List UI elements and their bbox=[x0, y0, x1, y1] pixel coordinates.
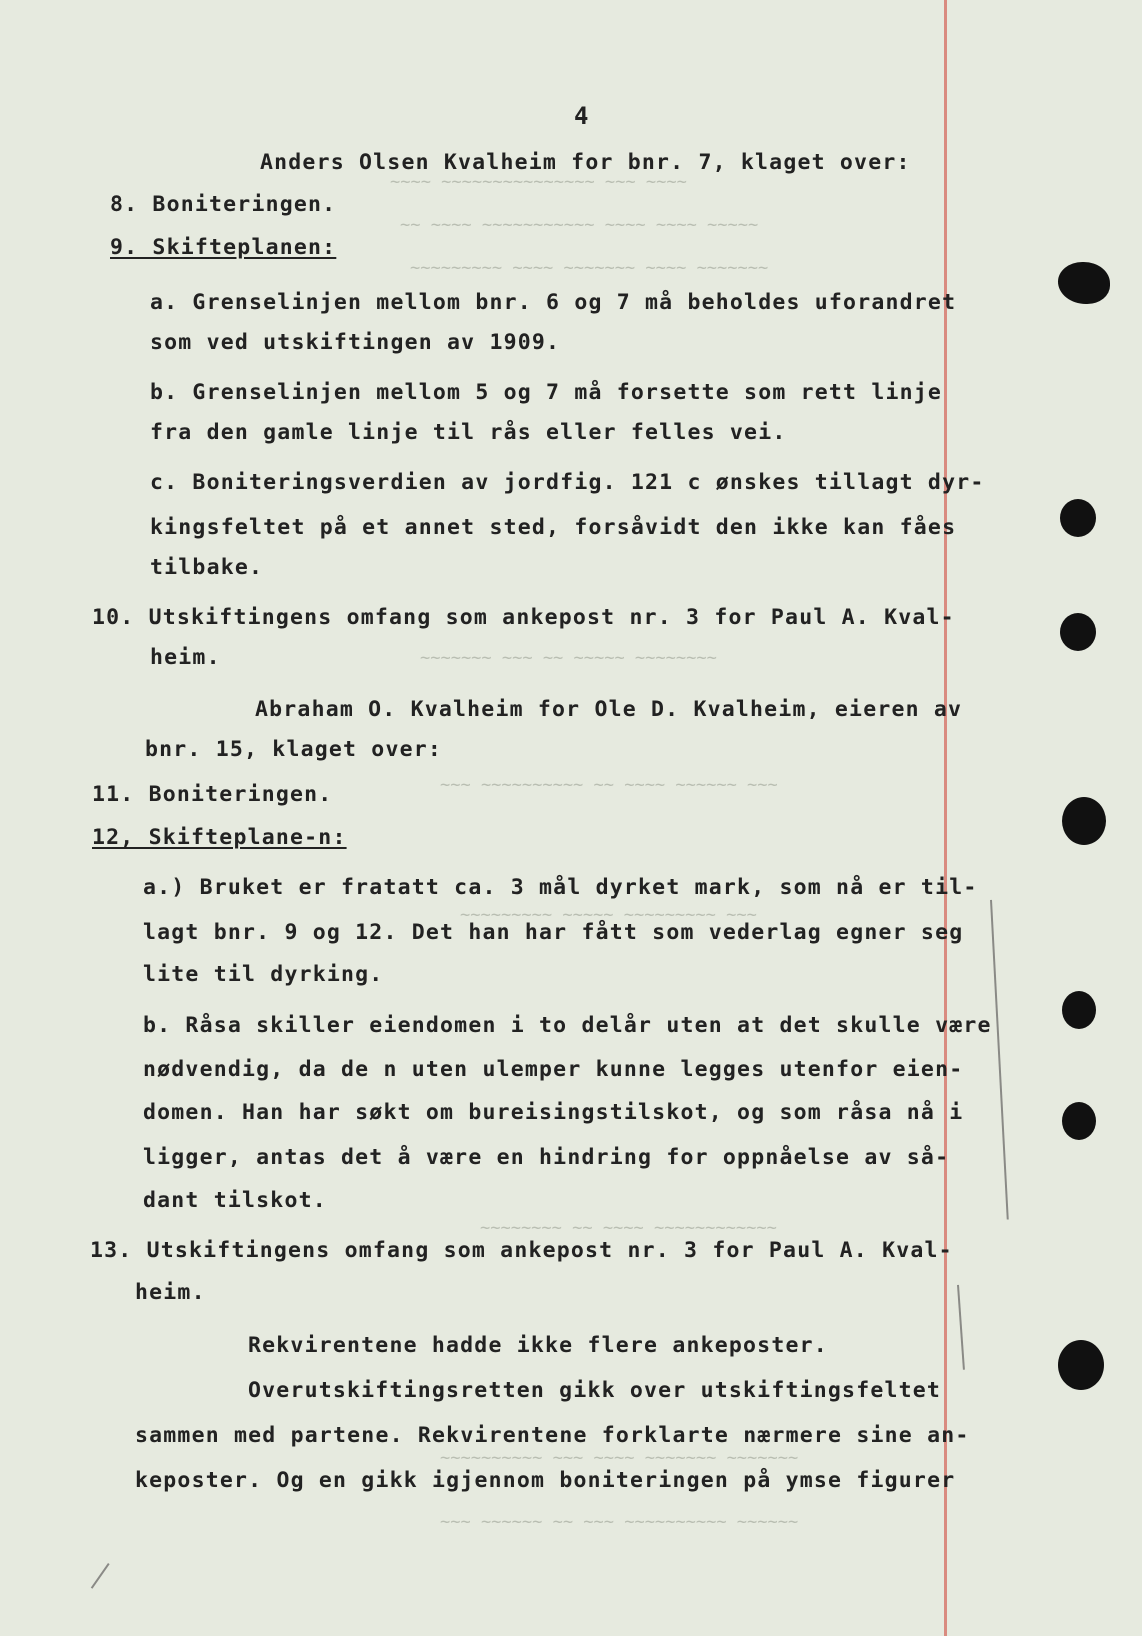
text-line: domen. Han har søkt om bureisingstilskot, og som råsa nå i bbox=[143, 1100, 964, 1125]
text-line: b. Råsa skiller eiendomen i to delår uten at det skulle være bbox=[143, 1013, 992, 1038]
punch-hole bbox=[1058, 1340, 1104, 1390]
punch-hole bbox=[1062, 991, 1096, 1029]
bleed-through: ~~~~ ~~~~~~~~~~~~~~~ ~~~ ~~~~ bbox=[390, 172, 687, 192]
text-line: Anders Olsen Kvalheim for bnr. 7, klaget over: bbox=[260, 150, 911, 175]
text-line: 11. Boniteringen. bbox=[92, 782, 333, 807]
text-line: kingsfeltet på et annet sted, forsåvidt den ikke kan fåes bbox=[150, 515, 957, 540]
bleed-through: ~~~~~~~~ ~~ ~~~~ ~~~~~~~~~~~~ bbox=[480, 1218, 777, 1238]
text-line: fra den gamle linje til rås eller felles vei. bbox=[150, 420, 787, 445]
text-line: 12, Skifteplane-n: bbox=[92, 825, 347, 850]
punch-hole bbox=[1058, 262, 1110, 304]
text-line: 13. Utskiftingens omfang som ankepost nr. 3 for Paul A. Kval- bbox=[90, 1238, 953, 1263]
text-line: b. Grenselinjen mellom 5 og 7 må forsette som rett linje bbox=[150, 380, 943, 405]
text-line: 9. Skifteplanen: bbox=[110, 235, 337, 260]
text-line: Overutskiftingsretten gikk over utskiftingsfeltet bbox=[248, 1378, 942, 1403]
text-line: heim. bbox=[150, 645, 221, 670]
text-line: c. Boniteringsverdien av jordfig. 121 c ønskes tillagt dyr- bbox=[150, 470, 985, 495]
text-line: a.) Bruket er fratatt ca. 3 mål dyrket mark, som nå er til- bbox=[143, 875, 978, 900]
text-line: som ved utskiftingen av 1909. bbox=[150, 330, 561, 355]
red-margin-rule bbox=[944, 0, 947, 1636]
text-line: sammen med partene. Rekvirentene forklarte nærmere sine an- bbox=[135, 1423, 970, 1448]
bleed-through: ~~~~~~~~~ ~~~~~ ~~~~~~~~~ ~~~ bbox=[460, 905, 757, 925]
text-line: 8. Boniteringen. bbox=[110, 192, 337, 217]
text-line: dant tilskot. bbox=[143, 1188, 327, 1213]
pencil-mark bbox=[990, 900, 1009, 1220]
text-line: heim. bbox=[135, 1280, 206, 1305]
text-line: keposter. Og en gikk igjennom boniteringen på ymse figurer bbox=[135, 1468, 956, 1493]
punch-hole bbox=[1060, 613, 1096, 651]
bleed-through: ~~~ ~~~~~~~~~~ ~~ ~~~~ ~~~~~~ ~~~ bbox=[440, 775, 778, 795]
bleed-through: ~~~ ~~~~~~ ~~ ~~~ ~~~~~~~~~~ ~~~~~~ bbox=[440, 1512, 799, 1532]
text-line: ligger, antas det å være en hindring for oppnåelse av så- bbox=[143, 1145, 950, 1170]
page-number: 4 bbox=[574, 102, 590, 130]
text-line: tilbake. bbox=[150, 555, 264, 580]
text-line: 10. Utskiftingens omfang som ankepost nr. 3 for Paul A. Kval- bbox=[92, 605, 955, 630]
punch-hole bbox=[1062, 1102, 1096, 1140]
bleed-through: ~~ ~~~~ ~~~~~~~~~~~ ~~~~ ~~~~ ~~~~~ bbox=[400, 215, 759, 235]
punch-hole bbox=[1062, 797, 1106, 845]
bleed-through: ~~~~~~~ ~~~ ~~ ~~~~~ ~~~~~~~~ bbox=[420, 648, 717, 668]
text-line: a. Grenselinjen mellom bnr. 6 og 7 må beholdes uforandret bbox=[150, 290, 957, 315]
bleed-through: ~~~~~~~~~ ~~~~ ~~~~~~~ ~~~~ ~~~~~~~ bbox=[410, 258, 769, 278]
text-line: nødvendig, da de n uten ulemper kunne legges utenfor eien- bbox=[143, 1057, 964, 1082]
text-line: bnr. 15, klaget over: bbox=[145, 737, 443, 762]
text-line: Rekvirentene hadde ikke flere ankeposter. bbox=[248, 1333, 828, 1358]
text-line: lagt bnr. 9 og 12. Det han har fått som vederlag egner seg bbox=[143, 920, 964, 945]
bleed-through: ~~~~~~~~~~ ~~~ ~~~~ ~~~~~~~ ~~~~~~~ bbox=[440, 1448, 799, 1468]
pencil-mark bbox=[957, 1285, 965, 1370]
pencil-mark bbox=[91, 1563, 110, 1589]
text-line: Abraham O. Kvalheim for Ole D. Kvalheim, eieren av bbox=[255, 697, 963, 722]
text-line: lite til dyrking. bbox=[143, 962, 384, 987]
punch-hole bbox=[1060, 499, 1096, 537]
